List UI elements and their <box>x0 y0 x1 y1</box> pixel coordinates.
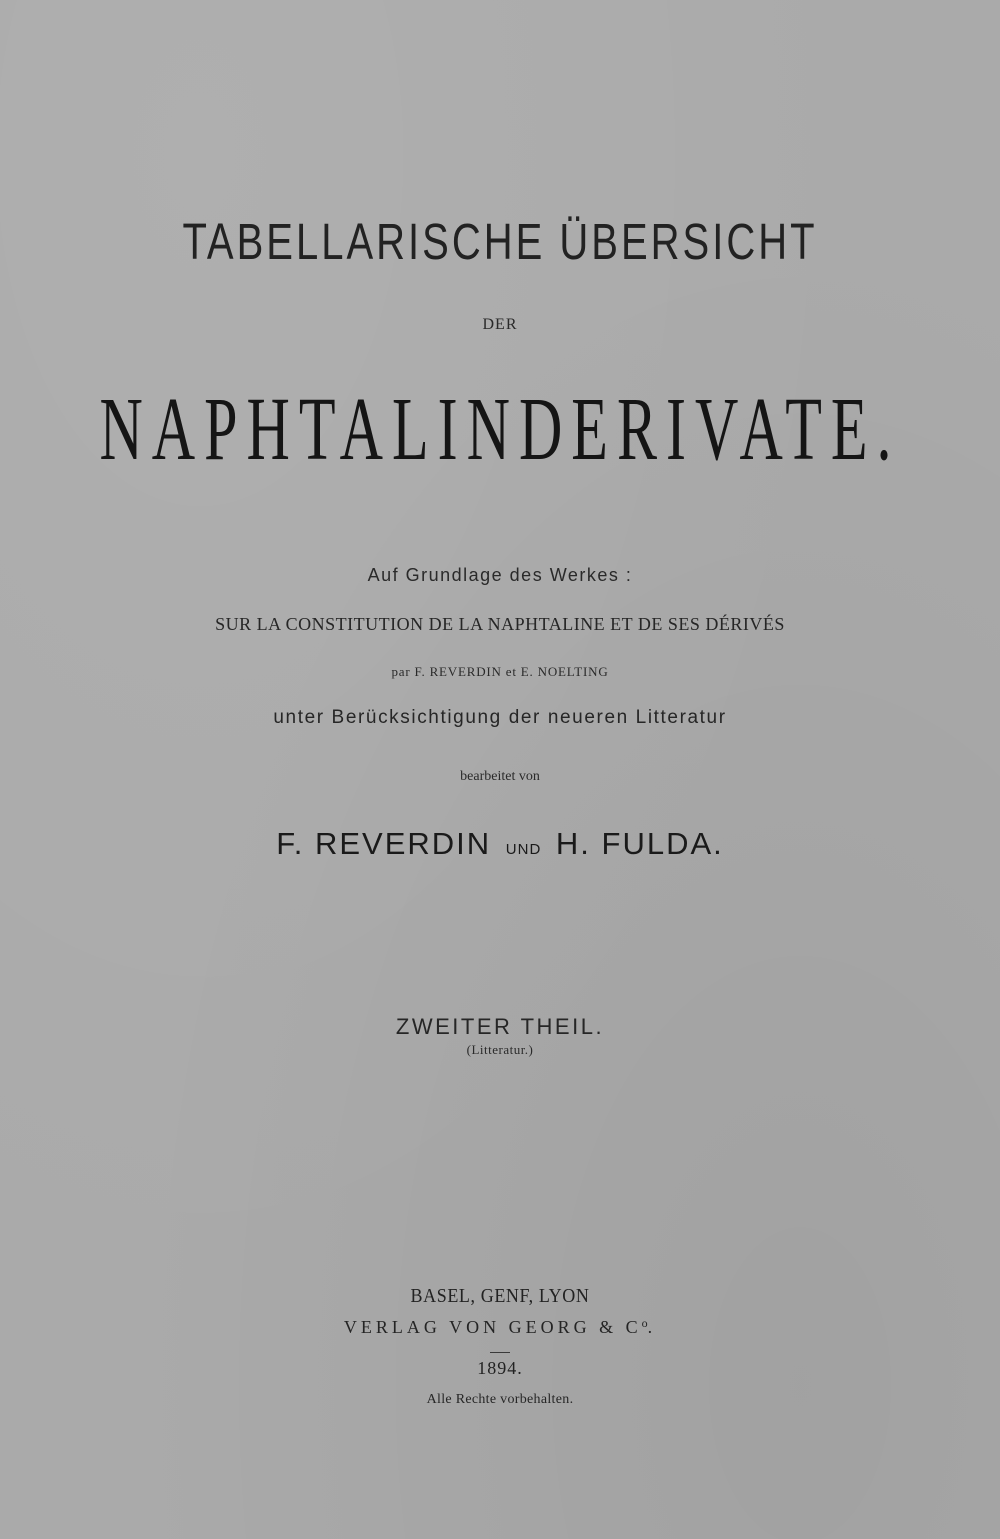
publisher-line <box>0 1316 1000 1338</box>
authors-line <box>0 826 1000 862</box>
publisher-name: VERLAG VON GEORG & C <box>343 1317 642 1337</box>
part-title: ZWEITER THEIL. <box>395 1014 605 1039</box>
title-der: DER <box>482 316 518 333</box>
main-title: NAPHTALINDERIVATE. <box>99 379 901 479</box>
publisher-period: . <box>647 1317 657 1337</box>
title-line: TABELLARISCHE ÜBERSICHT <box>182 214 818 271</box>
edited-by-line: bearbeitet von <box>460 769 540 784</box>
publication-year: 1894. <box>477 1358 523 1378</box>
separator-rule <box>490 1352 510 1353</box>
basis-work-authors: par F. REVERDIN et E. NOELTING <box>391 664 609 679</box>
author-reverdin: F. REVERDIN <box>276 826 492 861</box>
publisher-superscript: o <box>641 1316 648 1330</box>
author-fulda: H. FULDA. <box>555 826 724 861</box>
author-conjunction: UND <box>505 841 542 858</box>
part-subtitle: (Litteratur.) <box>466 1042 534 1057</box>
considering-line: unter Berücksichtigung der neueren Litteratur <box>273 707 727 728</box>
publication-places: BASEL, GENF, LYON <box>410 1284 590 1307</box>
rights-notice: Alle Rechte vorbehalten. <box>426 1392 574 1407</box>
basis-intro: Auf Grundlage des Werkes : <box>367 565 633 585</box>
basis-work-title: SUR LA CONSTITUTION DE LA NAPHTALINE ET DE SES DÉRIVÉS <box>215 614 785 634</box>
